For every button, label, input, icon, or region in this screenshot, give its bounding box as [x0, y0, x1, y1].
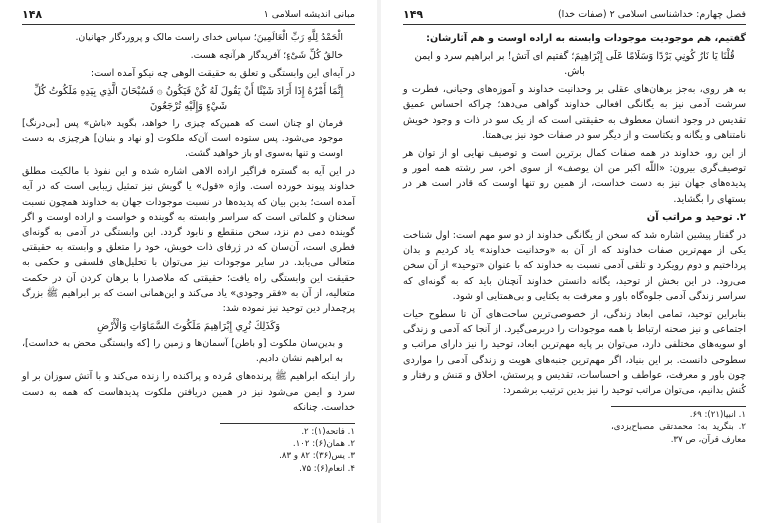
footnotes [611, 406, 746, 446]
section-heading: ۲. توحید و مراتب آن [646, 211, 746, 223]
page-right [381, 0, 768, 523]
translation: فرمان او چنان است که همین‌که چیزی را خواهد، بگوید «باش» پس [بی‌درنگ] موجود می‌شود. پس ستوده است آن‌که ملکوت [و نهاد و بنیان] هرچیزی به دست اوست و تنها به‌سوی او باز خواهید گشت. [22, 118, 343, 159]
paragraph: گفتیم، هم موجودیت موجودات وابسته به اراده اوست و هم آثارشان: [426, 33, 746, 44]
page-right-content [403, 8, 746, 517]
paragraph: راز اینکه ابراهیم ﷺ پرنده‌های مُرده و پراکنده را زنده می‌کند و با آتش سوزان بر او سرد و ایمن می‌شود نیز در همین دریافتن ملکوت پدیدهاست که همه به دست خداست. چنانکه [22, 371, 355, 413]
page-number: ۱۴۸ [22, 8, 43, 21]
footnote: ۱. فاتحه(۱): ۲. [301, 427, 355, 437]
arabic-verse: إِنَّمَا أَمْرُهُ إِذَا أَرَادَ شَيْئًا أَنْ يَقُولَ لَهُ كُنْ فَيَكُونُ ۞ فَسُبْحَانَ الَّذِي بِيَدِهِ مَلَكُوتُ كُلِّ شَيْءٍ وَإِلَيْهِ تُرْجَعُونَ [33, 86, 344, 113]
page-left-content [22, 8, 355, 517]
verse-line: خالقُ كُلِّ شَیْءٍ؛ آفریدگار هرآنچه هست. [190, 49, 343, 61]
footnote: ۲. بنگرید به: محمدتقی مصباح‌یزدی، معارف قرآن، ص ۳۷. [611, 422, 746, 445]
verse-line: الْحَمْدُ لِلَّهِ رَبِّ الْعَالَمِینَ؛ سپاس خدای راست مالک و پروردگار جهانیان. [75, 32, 343, 43]
paragraph: بنابراین توحید، تمامی ابعاد زندگی، از خصوصی‌ترین ساحت‌های آن تا سطوح حیات اجتماعی و نیز صحنه ارتباط با همه موجودات را دربرمی‌گیرد. از آنجا که آدمی و زندگی او سویه‌های مختلفی دارد، می‌توان بر پایه مهم‌ترین ابعاد، توحید را نیز دارای مراتب و سطوحی دانست. بر این بنیاد، اگر مهم‌ترین جنبه‌های هویت و زندگی آدمی را مواردی چون باور و معرفت، عواطف و احساسات، تقدیس و پرستش، اخلاق و مَنش و رفتار و کُنش بدانیم، می‌توان مراتب توحید را نیز بدین ترتیب برشمرد: [403, 309, 746, 397]
running-header [403, 8, 746, 25]
arabic-verse: وَكَذَلِكَ نُرِي إِبْرَاهِيمَ مَلَكُوتَ السَّمَاوَاتِ وَالْأَرْضِ [97, 321, 280, 333]
page-left [0, 0, 378, 523]
header-title: فصل چهارم: خداشناسی اسلامی ۲ (صفات خدا) [557, 9, 746, 20]
running-header [22, 8, 355, 25]
arabic-verse: قُلْنَا يَا نَارُ كُونِي بَرْدًا وَسَلَامًا عَلَى إِبْرَاهِيمَ؛ گفتیم ای آتش! بر ابراهیم سرد و ایمن باش. [414, 51, 735, 78]
paragraph: در این آیه به گستره فراگیر اراده الاهی اشاره شده و این نفوذ با مالکیت مطلق خداوند پیوند خورده است. واژه «قول» یا گویش نیز تمثیل زیبایی است که در آیه آمده است؛ بدین بیان که پدیده‌ها در نسبت موجودات جهان به خداوند همچون نسبت سخنان و کلماتی است که سراسر وابسته به گوینده و خواست و اراده اوست و اگر گوینده دمی دم نزد، سخن منقطع و نابود گردد. این وابستگی در آدمی به گونه‌ای فطری است، آن‌سان که در ژرفای ذات خویش، خود را متعلق و وابسته به حقیقتی متعالی می‌یابد. در سایر موجودات نیز می‌توان با تحلیل‌های فلسفی و حکمی به حقیقت این وابستگی راه یافت؛ حقیقتی که ملاصدرا با برهان کردن آن در حکمت متعالیه، از آن به «فقر وجودی» یاد می‌کند و این‌همانی است که بر ابراهیم ﷺ بزرگ پرچمدار دین توحید نیز نموده شد: [22, 166, 355, 314]
footnote: ۳. یس(۳۶): ۸۲ و ۸۳. [279, 451, 355, 462]
paragraph: به هر روی، به‌جز برهان‌های عقلی بر وحدانیت خداوند و آموزه‌های وحیانی، فطرت و سرشت آدمی نیز به یگانگی افعالی خداوند گواهی می‌دهد؛ چراکه احساس عمیق تقدیس در وجود انسان معطوف به حقیقتی است که از یک سو در ذات و وجود خویش نامتناهی و یگانه و یکتاست و از دیگر سو در صفات خود نیز بی‌همتا. [403, 84, 746, 141]
footnote: ۲. همان(۶): ۱۰۲. [292, 439, 355, 450]
header-title: مبانی اندیشه اسلامی ۱ [263, 9, 355, 20]
translation: و بدین‌سان ملکوت [و باطن] آسمان‌ها و زمین را [که وابستگی محض به خداست]، به ابراهیم نشان دادیم. [22, 338, 343, 364]
footnotes [220, 423, 355, 475]
paragraph: در گفتار پیشین اشاره شد که سخن از یگانگی خداوند از دو سو مهم است: اول شناخت یکی از مهم‌ترین صفات خداوند که از آن به «وحدانیت خداوند» یاد کردیم و بدان پرداختیم و دوم رویکرد و تلقی آدمی نسبت به خداوند که با عنوان «توحید» از آن سخن می‌رود. در این بخش از توحید، یگانه دانستن خداوند آنچنان باید که به گونه‌ای که سراسر زندگی آدمی جلوه‌گاه باور و معرفت به یکتایی و بی‌همتایی او شود. [403, 230, 746, 302]
footnote: ۴. انعام(۶): ۷۵. [299, 463, 355, 474]
footnote: ۱. انبیا(۲۱): ۶۹. [689, 410, 746, 421]
paragraph: در آیه‌ای این وابستگی و تعلق به حقیقت الوهی چه نیکو آمده است: [90, 68, 355, 80]
paragraph: از این رو، خداوند در همه صفات کمال برترین است و توصیف نهایی او از توان هر توصیف‌گری بیرون: «اللّه اکبر من ان یوصف» از سوی اخر، سر رشته همه امور و پدیده‌های جهان نیز به دست خداست، از همین رو تنها اوست که قادر است هر در بستهای را بگشاید. [403, 148, 746, 205]
page-number: ۱۴۹ [403, 8, 424, 21]
